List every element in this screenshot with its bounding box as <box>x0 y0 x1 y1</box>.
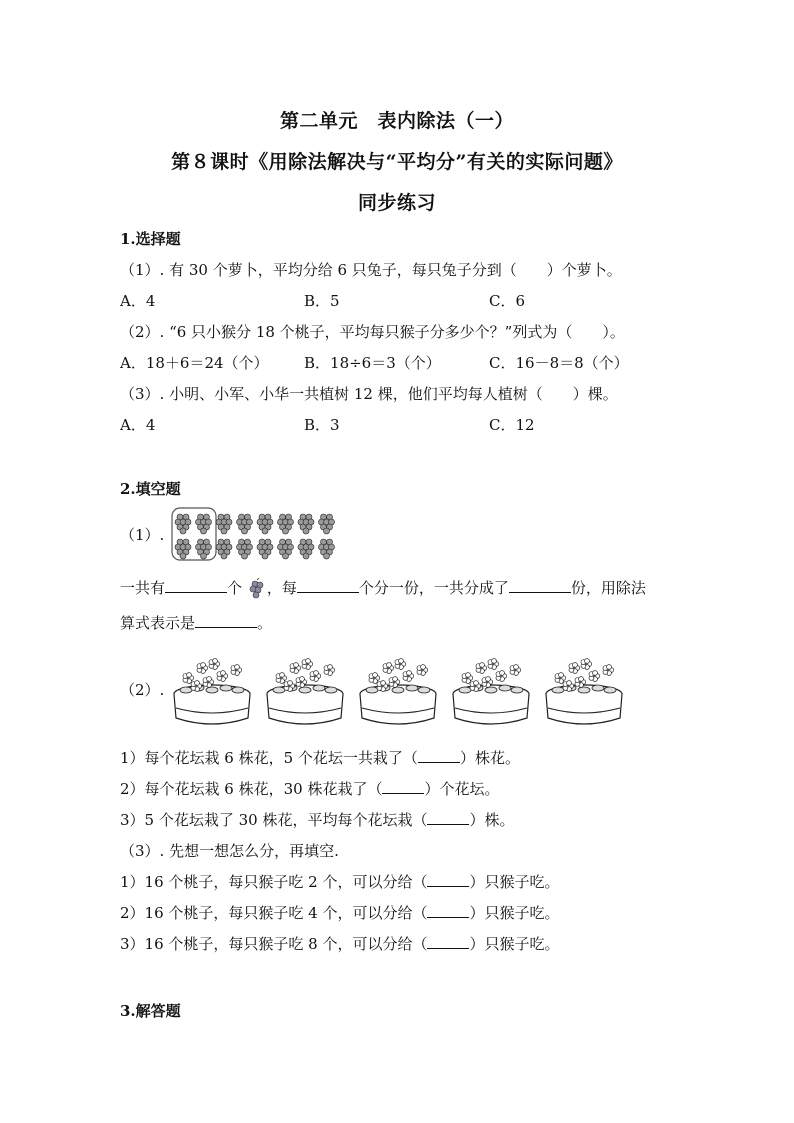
division-expression-blank[interactable] <box>195 613 257 628</box>
q2-2-label: （2）. <box>120 681 165 699</box>
q2-1-text-5: 份，用除法 <box>570 579 646 597</box>
q2-1-text-3: ，每 <box>266 579 297 597</box>
q1-2-stem: （2）. “6 只小猴分 18 个桃子，平均每只猴子分多少个？”列式为（ ）。 <box>120 323 625 341</box>
lesson-title: 第８课时《用除法解决与“平均分”有关的实际问题》 <box>171 151 623 173</box>
unit-title: 第二单元 表内除法（一） <box>279 110 514 132</box>
q1-2-option-b: B．18÷6＝3（个） <box>304 354 441 372</box>
total-count-blank[interactable] <box>165 578 227 593</box>
q1-1-option-a: A．4 <box>120 292 156 310</box>
grape-icon <box>278 514 294 534</box>
flower-pots-figure <box>168 652 638 732</box>
section-1-heading: 1.选择题 <box>120 230 181 248</box>
q1-3-option-a: A．4 <box>120 416 156 434</box>
flower-pot-icon <box>267 659 343 724</box>
grape-icon <box>196 514 212 534</box>
grape-icon <box>237 539 253 559</box>
grape-icon <box>257 539 273 559</box>
flower-pot-icon <box>360 659 436 724</box>
group-size-blank[interactable] <box>297 578 359 593</box>
q2-3-sub-1-text: 1）16 个桃子，每只猴子吃 2 个，可以分给（ <box>120 873 428 891</box>
answer-blank[interactable] <box>427 872 469 887</box>
q2-2-sub-3-text: 3）5 个花坛栽了 30 株花，平均每个花坛栽（ <box>120 811 428 829</box>
grape-icon <box>257 514 273 534</box>
q2-1-text-7: 。 <box>257 614 273 632</box>
flower-pot-icon <box>453 659 529 724</box>
grape-icon <box>175 539 191 559</box>
q2-3-sub-2-tail: ）只猴子吃。 <box>469 904 560 922</box>
answer-blank[interactable] <box>427 903 469 918</box>
answer-blank[interactable] <box>418 748 460 763</box>
q2-2-sub-1 <box>120 747 520 768</box>
q2-1-text-2: 个 <box>227 579 243 597</box>
grape-icon <box>175 514 335 559</box>
q2-3-sub-3-tail: ）只猴子吃。 <box>469 935 560 953</box>
q2-2-sub-1-text: 1）每个花坛栽 6 株花，5 个花坛一共栽了（ <box>120 749 418 767</box>
answer-blank[interactable] <box>427 810 469 825</box>
q2-3-label: （3）. 先想一想怎么分，再填空. <box>120 842 339 860</box>
q2-1-text-4: 个分一份，一共分成了 <box>358 579 509 597</box>
section-2-heading: 2.填空题 <box>120 480 181 498</box>
grape-group-figure <box>170 506 340 562</box>
q1-1-stem: （1）. 有 30 个萝卜，平均分给 6 只兔子，每只兔子分到（ ）个萝卜。 <box>120 261 622 279</box>
q1-3-option-b: B．3 <box>304 416 340 434</box>
q2-2-sub-3-tail: ）株。 <box>469 811 515 829</box>
q1-3-option-c: C．12 <box>489 416 535 434</box>
grape-icon <box>196 539 212 559</box>
flower-pot-icon <box>546 659 622 724</box>
q2-3-sub-2-text: 2）16 个桃子，每只猴子吃 4 个，可以分给（ <box>120 904 428 922</box>
q2-2-sub-3 <box>120 809 515 830</box>
grape-icon <box>278 539 294 559</box>
q1-1-option-b: B．5 <box>304 292 340 310</box>
q2-1-text-1: 一共有 <box>120 579 166 597</box>
q2-3-sub-3-text: 3）16 个桃子，每只猴子吃 8 个，可以分给（ <box>120 935 428 953</box>
q2-3-sub-1-tail: ）只猴子吃。 <box>469 873 560 891</box>
flower-pot-icon <box>174 659 250 724</box>
q1-3-stem: （3）. 小明、小军、小华一共植树 12 棵，他们平均每人植树（ ）棵。 <box>120 385 618 403</box>
group-count-blank[interactable] <box>509 578 571 593</box>
q2-1-label: （1）. <box>120 526 165 544</box>
grape-icon <box>175 514 191 534</box>
q2-1-line-1 <box>120 577 646 600</box>
q2-3-sub-2 <box>120 902 560 923</box>
q2-2-sub-1-tail: ）株花。 <box>459 749 520 767</box>
grape-icon <box>216 539 232 559</box>
q1-1-option-c: C．6 <box>489 292 526 310</box>
practice-title: 同步练习 <box>357 192 436 214</box>
grape-icon <box>247 578 267 600</box>
q2-1-text-6: 算式表示是 <box>120 614 196 632</box>
q2-3-sub-1 <box>120 871 560 892</box>
grape-icon <box>298 514 314 534</box>
q2-2-sub-2-text: 2）每个花坛栽 6 株花，30 株花栽了（ <box>120 780 383 798</box>
q2-3-sub-3 <box>120 933 560 954</box>
answer-blank[interactable] <box>427 934 469 949</box>
answer-blank[interactable] <box>382 779 424 794</box>
q1-2-option-a: A．18＋6＝24（个） <box>120 354 269 372</box>
grape-icon <box>237 514 253 534</box>
grape-icon <box>298 539 314 559</box>
q2-2-sub-2 <box>120 778 500 799</box>
q1-2-option-c: C．16－8＝8（个） <box>489 354 629 372</box>
grape-icon <box>216 514 232 534</box>
q2-2-sub-2-tail: ）个花坛。 <box>424 780 500 798</box>
grape-icon <box>319 514 335 534</box>
grape-icon <box>319 539 335 559</box>
q2-1-line-2 <box>120 612 272 633</box>
section-3-heading: 3.解答题 <box>120 1002 181 1020</box>
